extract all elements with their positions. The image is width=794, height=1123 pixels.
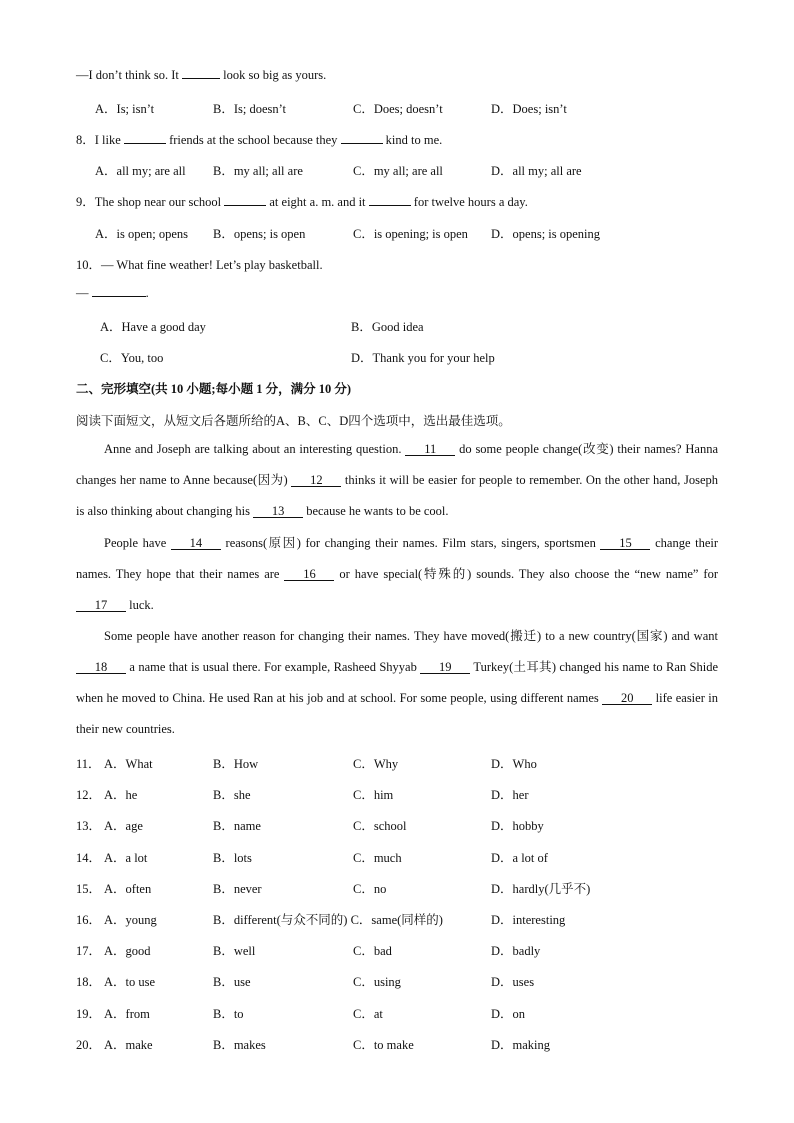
q8-option-b: B．my all; all are [213, 164, 303, 178]
gap-12: 12 [291, 474, 341, 487]
answer-14-option-b: B．lots [213, 851, 252, 865]
answer-20-option-a: A．make [104, 1038, 153, 1052]
q10-option-b: B．Good idea [351, 320, 424, 334]
answer-row-12-number: 12． [76, 788, 102, 802]
gap-11: 11 [405, 443, 455, 456]
q9-option-c: C．is opening; is open [353, 227, 468, 241]
q8-stem-a: I like [94, 133, 121, 147]
answer-20-option-b: B．makes [213, 1038, 266, 1052]
answer-12-option-a: A．he [104, 788, 138, 802]
passage-text: People have [104, 536, 167, 550]
answer-row-16-number: 16． [76, 913, 102, 927]
section-title: 二、完形填空(共 10 小题;每小题 1 分，满分 10 分) [76, 382, 351, 396]
q9-stem-c: for twelve hours a day. [413, 195, 528, 209]
answer-11-option-a: A．What [104, 757, 153, 771]
q9-stem [76, 192, 528, 210]
q10-option-c: C．You, too [100, 351, 164, 365]
q8-stem [76, 130, 442, 148]
answer-row-20-number: 20． [76, 1038, 102, 1052]
passage-text: change their names. They hope that their names are [76, 536, 719, 581]
answer-13-option-c: C．school [353, 819, 407, 833]
answer-15-option-c: C．no [353, 882, 387, 896]
answer-17-option-a: A．good [104, 944, 151, 958]
answer-12-option-b: B．she [213, 788, 251, 802]
gap-13: 13 [253, 505, 303, 518]
answer-18-option-c: C．using [353, 975, 401, 989]
q7-stem-b: look so big as yours. [223, 68, 327, 82]
q10-option-a: A．Have a good day [100, 320, 206, 334]
answer-15-option-a: A．often [104, 882, 152, 896]
answer-16-option-a: A．young [104, 913, 157, 927]
gap-17: 17 [76, 599, 126, 612]
answer-14-option-a: A．a lot [104, 851, 148, 865]
answer-17-option-d: D．badly [491, 944, 541, 958]
answer-15-option-b: B．never [213, 882, 262, 896]
answer-row-18-number: 18． [76, 975, 102, 989]
q8-option-a: A．all my; are all [95, 164, 186, 178]
answer-20-option-d: D．making [491, 1038, 551, 1052]
answer-15-option-d: D．hardly(几乎不) [491, 882, 591, 896]
answer-11-option-b: B．How [213, 757, 259, 771]
answer-18-option-b: B．use [213, 975, 251, 989]
gap-19: 19 [420, 661, 470, 674]
gap-16: 16 [284, 568, 334, 581]
passage-paragraph-1 [76, 434, 718, 527]
answer-row-11-number: 11． [76, 757, 101, 771]
passage-text: because he wants to be cool. [306, 504, 449, 518]
gap-20: 20 [602, 692, 652, 705]
q8-option-c: C．my all; are all [353, 164, 443, 178]
answer-13-option-a: A．age [104, 819, 143, 833]
q8-number: 8． [76, 133, 95, 147]
passage-text: thinks it will be easier for people to remember. On the other hand, Joseph is also thinking about changing his [76, 473, 719, 518]
passage-text: do some people change(改变) their names? Hanna changes her name to Anne because(因为) [76, 442, 719, 487]
answer-12-option-c: C．him [353, 788, 394, 802]
passage-paragraph-2 [76, 528, 718, 621]
answer-13-option-d: D．hobby [491, 819, 544, 833]
answer-17-option-b: B．well [213, 944, 256, 958]
q7-stem [76, 68, 326, 83]
answer-13-option-b: B．name [213, 819, 261, 833]
q10-reply-end: . [145, 286, 149, 300]
q9-blank-1 [224, 205, 266, 206]
gap-14: 14 [171, 537, 221, 550]
q10-reply-dash: — [76, 286, 89, 300]
passage-text: a name that is usual there. For example, Rasheed Shyyab [129, 660, 417, 674]
q9-option-d: D．opens; is opening [491, 227, 601, 241]
answer-16-option-b-c: B．different(与众不同的) C．same(同样的) [213, 913, 443, 927]
answer-19-option-b: B．to [213, 1007, 244, 1021]
answer-14-option-c: C．much [353, 851, 402, 865]
q10-stem: 10．— What fine weather! Let’s play basketball. [76, 258, 323, 272]
passage-text: or have special(特殊的) sounds. They also choose the “new name” for [339, 567, 718, 581]
answer-20-option-c: C．to make [353, 1038, 414, 1052]
answer-19-option-a: A．from [104, 1007, 150, 1021]
q10-option-d: D．Thank you for your help [351, 351, 495, 365]
passage-text: Anne and Joseph are talking about an interesting question. [104, 442, 402, 456]
answer-14-option-d: D．a lot of [491, 851, 548, 865]
q8-stem-b: friends at the school because they [169, 133, 338, 147]
answer-18-option-a: A．to use [104, 975, 156, 989]
answer-row-13-number: 13． [76, 819, 102, 833]
answer-19-option-c: C．at [353, 1007, 383, 1021]
q8-blank-2 [341, 143, 383, 144]
passage-text: Turkey(土耳其) changed his name to Ran Shide when he moved to China. He used Ran at his job and at school. For some people, using different names [76, 660, 718, 705]
answer-row-19-number: 19． [76, 1007, 102, 1021]
answer-row-15-number: 15． [76, 882, 102, 896]
q10-blank [92, 296, 146, 297]
q8-stem-c: kind to me. [385, 133, 443, 147]
answer-17-option-c: C．bad [353, 944, 392, 958]
passage-text: luck. [129, 598, 154, 612]
q8-option-d: D．all my; all are [491, 164, 582, 178]
q7-stem-a: —I don’t think so. It [76, 68, 179, 82]
q9-stem-a: The shop near our school [94, 195, 222, 209]
q9-number: 9． [76, 195, 95, 209]
section-instruction: 阅读下面短文，从短文后各题所给的A、B、C、D四个选项中，选出最佳选项。 [76, 414, 511, 428]
q9-option-b: B．opens; is open [213, 227, 306, 241]
gap-15: 15 [600, 537, 650, 550]
q7-option-a: A．Is; isn’t [95, 102, 155, 116]
answer-18-option-d: D．uses [491, 975, 535, 989]
answer-11-option-c: C．Why [353, 757, 399, 771]
answer-16-option-d: D．interesting [491, 913, 566, 927]
answer-19-option-d: D．on [491, 1007, 526, 1021]
answer-row-14-number: 14． [76, 851, 102, 865]
q7-option-b: B．Is; doesn’t [213, 102, 287, 116]
q7-option-c: C．Does; doesn’t [353, 102, 443, 116]
q7-blank [182, 78, 220, 79]
gap-18: 18 [76, 661, 126, 674]
passage-text: reasons(原因) for changing their names. Film stars, singers, sportsmen [225, 536, 596, 550]
q9-option-a: A．is open; opens [95, 227, 189, 241]
answer-12-option-d: D．her [491, 788, 529, 802]
passage-text: Some people have another reason for changing their names. They have moved(搬迁) to a new country(国家) and want [104, 629, 718, 643]
q8-blank-1 [124, 143, 166, 144]
passage-text: life easier in their new countries. [76, 691, 719, 736]
q9-blank-2 [369, 205, 411, 206]
answer-11-option-d: D．Who [491, 757, 537, 771]
answer-row-17-number: 17． [76, 944, 102, 958]
q7-option-d: D．Does; isn’t [491, 102, 567, 116]
q10-reply [76, 286, 149, 301]
q9-stem-b: at eight a. m. and it [269, 195, 366, 209]
passage-paragraph-3 [76, 621, 718, 745]
